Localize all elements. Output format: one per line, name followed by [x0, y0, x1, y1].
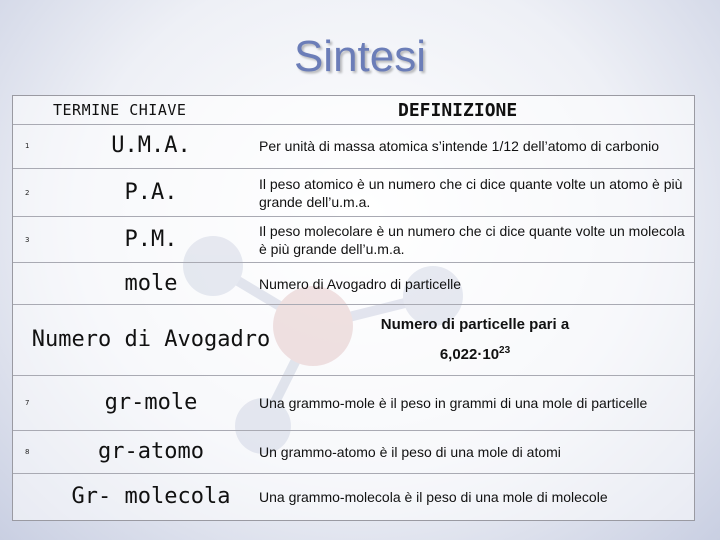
row-definition: Il peso atomico è un numero che ci dice quante volte un atomo è più grande dell’u.m.a.	[259, 175, 683, 210]
definition-line-1: Numero di particelle pari a	[380, 316, 570, 333]
table-row	[13, 376, 694, 431]
row-number: 8	[25, 448, 30, 456]
row-term: mole	[124, 270, 178, 296]
row-definition: Una grammo-molecola è il peso di una mole di molecole	[259, 489, 608, 505]
header-term: TERMINE CHIAVE	[53, 101, 187, 119]
definition-value: 6,022·10	[439, 346, 500, 363]
row-definition: Numero di Avogadro di particelle	[259, 275, 462, 292]
row-definition: Per unità di massa atomica s’intende 1/12 dell’atomo di carbonio	[259, 138, 660, 154]
table-row	[13, 305, 694, 376]
definition-exponent: 23	[499, 345, 511, 356]
summary-table	[12, 95, 695, 521]
table-row	[13, 263, 694, 305]
table-header-row	[13, 96, 694, 125]
table-row	[13, 431, 694, 474]
row-term: U.M.A.	[111, 133, 191, 158]
row-term: gr-atomo	[98, 439, 204, 464]
row-number: 3	[25, 235, 30, 244]
row-definition: Un grammo-atomo è il peso di una mole di atomi	[259, 444, 561, 460]
table-row	[13, 217, 694, 263]
row-number: 2	[25, 188, 30, 197]
table-row	[13, 169, 694, 217]
row-term: Numero di Avogadro	[31, 327, 271, 352]
header-definition: DEFINIZIONE	[398, 100, 518, 121]
row-definition: Il peso molecolare è un numero che ci dice quante volte un molecola è più grande dell’u.m.a.	[259, 222, 685, 257]
row-number: 1	[25, 142, 30, 150]
table-row	[13, 474, 694, 520]
row-term: P.M.	[124, 226, 178, 252]
row-definition: Una grammo-mole è il peso in grammi di una mole di particelle	[259, 395, 648, 411]
table-row	[13, 124, 694, 169]
slide-title: Sintesi	[293, 32, 427, 81]
row-term: Gr- molecola	[71, 484, 231, 509]
row-number: 7	[25, 399, 30, 407]
row-term: gr-mole	[104, 390, 198, 415]
row-term: P.A.	[124, 179, 178, 205]
row-definition	[259, 312, 691, 368]
